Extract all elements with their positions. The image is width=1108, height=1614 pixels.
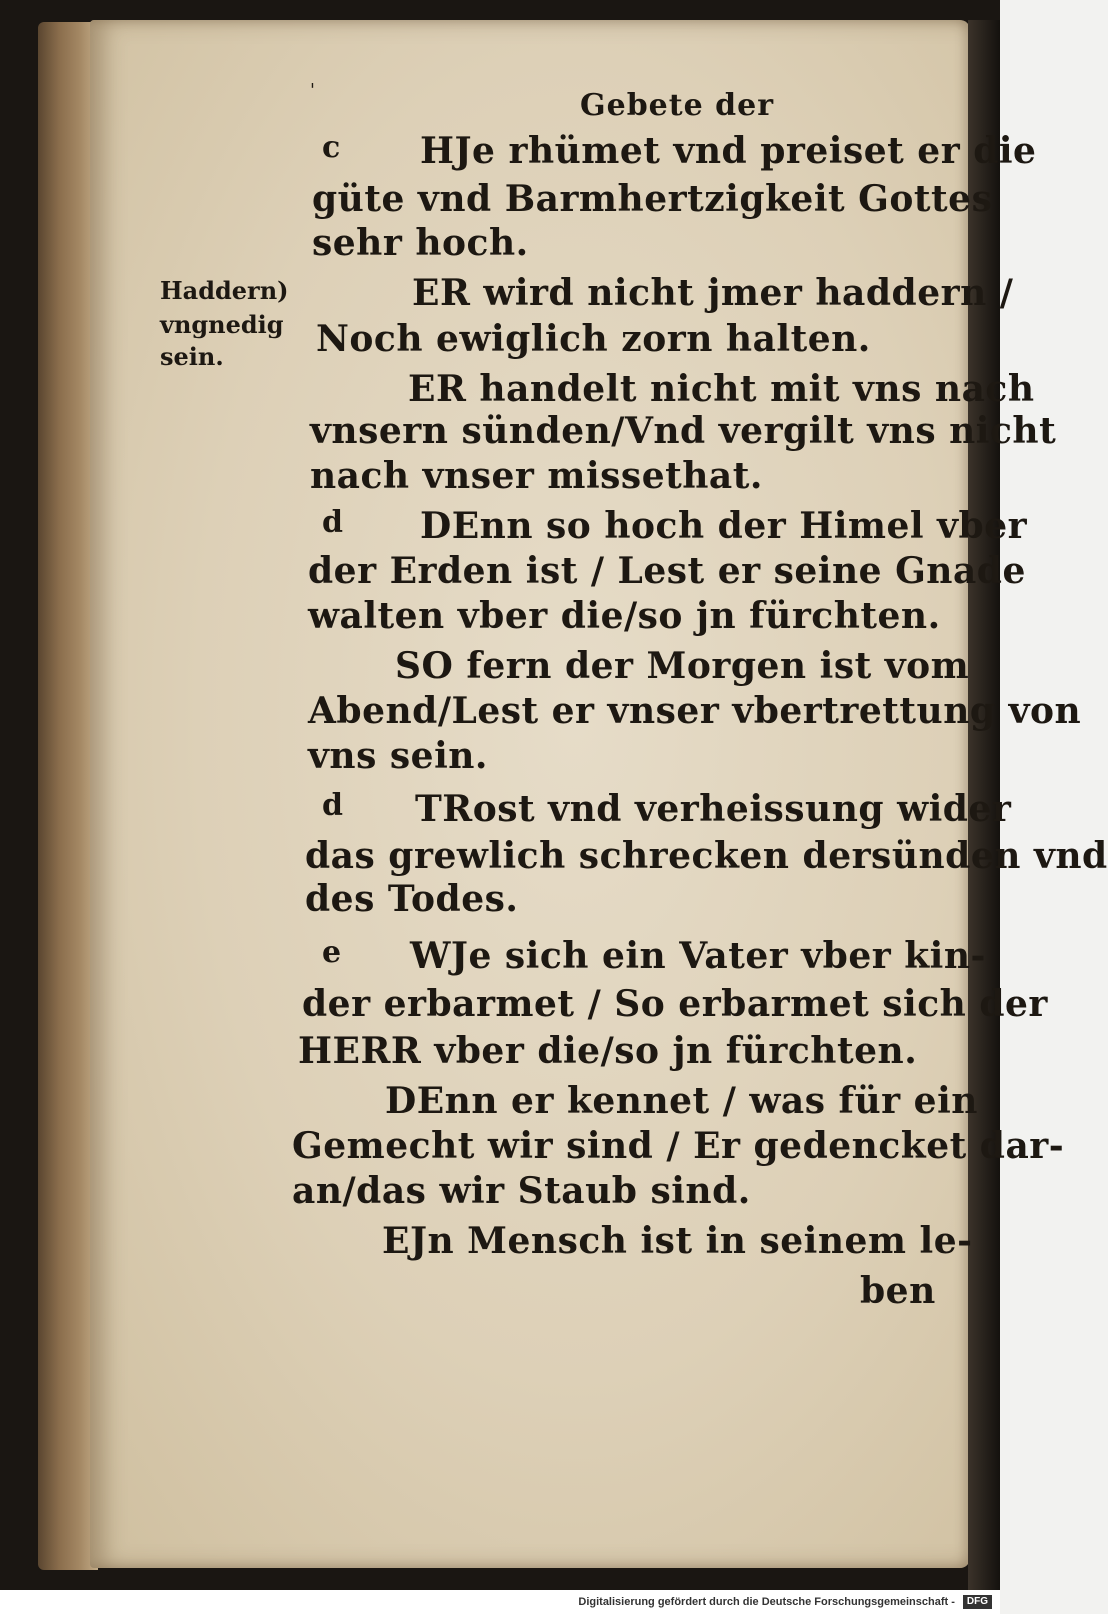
text-line: der erbarmet / So erbarmet sich der xyxy=(302,983,1048,1025)
text-line: vns sein. xyxy=(308,735,488,777)
book-edge-left xyxy=(38,22,98,1570)
text-line: ER handelt nicht mit vns nach xyxy=(408,368,1035,410)
text-line: an/das wir Staub sind. xyxy=(292,1170,751,1212)
text-line: DEnn so hoch der Himel vber xyxy=(420,505,1028,547)
section-mark: e xyxy=(322,935,342,970)
text-line: Noch ewiglich zorn halten. xyxy=(316,318,871,360)
text-line: DEnn er kennet / was für ein xyxy=(385,1080,978,1122)
text-line: SO fern der Morgen ist vom xyxy=(395,645,970,687)
catchword: ben xyxy=(860,1270,936,1312)
section-mark: d xyxy=(322,505,343,540)
footer-text: Digitalisierung gefördert durch die Deutsche Forschungsgemeinschaft - xyxy=(578,1596,955,1608)
text-line: walten vber die/so jn fürchten. xyxy=(308,595,941,637)
text-line: güte vnd Barmhertzigkeit Gottes xyxy=(312,178,993,220)
text-line: sehr hoch. xyxy=(312,222,529,264)
margin-note-line: Haddern) xyxy=(160,276,289,305)
text-line: Abend/Lest er vnser vbertrettung von xyxy=(308,690,1082,732)
margin-note-line: vngnedig xyxy=(160,310,284,339)
text-line: nach vnser missethat. xyxy=(310,455,763,497)
section-mark: d xyxy=(322,788,343,823)
text-line: Gemecht wir sind / Er gedencket dar- xyxy=(292,1125,1065,1167)
text-line: das grewlich schrecken dersünden vnd xyxy=(305,835,1108,877)
text-line: HERR vber die/so jn fürchten. xyxy=(298,1030,918,1072)
text-line: der Erden ist / Lest er seine Gnade xyxy=(308,550,1026,592)
text-line: vnsern sünden/Vnd vergilt vns nicht xyxy=(310,410,1057,452)
text-line: des Todes. xyxy=(305,878,519,920)
margin-note-line: sein. xyxy=(160,342,224,371)
digitization-footer xyxy=(0,1590,1000,1614)
dfg-logo: DFG xyxy=(963,1595,992,1609)
running-header: Gebete der xyxy=(580,88,775,123)
text-line: EJn Mensch ist in seinem le- xyxy=(382,1220,973,1262)
text-line: HJe rhümet vnd preiset er die xyxy=(420,130,1037,172)
text-line: WJe sich ein Vater vber kin- xyxy=(410,935,986,977)
section-mark: c xyxy=(322,130,341,165)
text-line: ER wird nicht jmer haddern / xyxy=(412,272,1014,314)
text-line: TRost vnd verheissung wider xyxy=(415,788,1012,830)
page-mark: ' xyxy=(310,80,315,101)
